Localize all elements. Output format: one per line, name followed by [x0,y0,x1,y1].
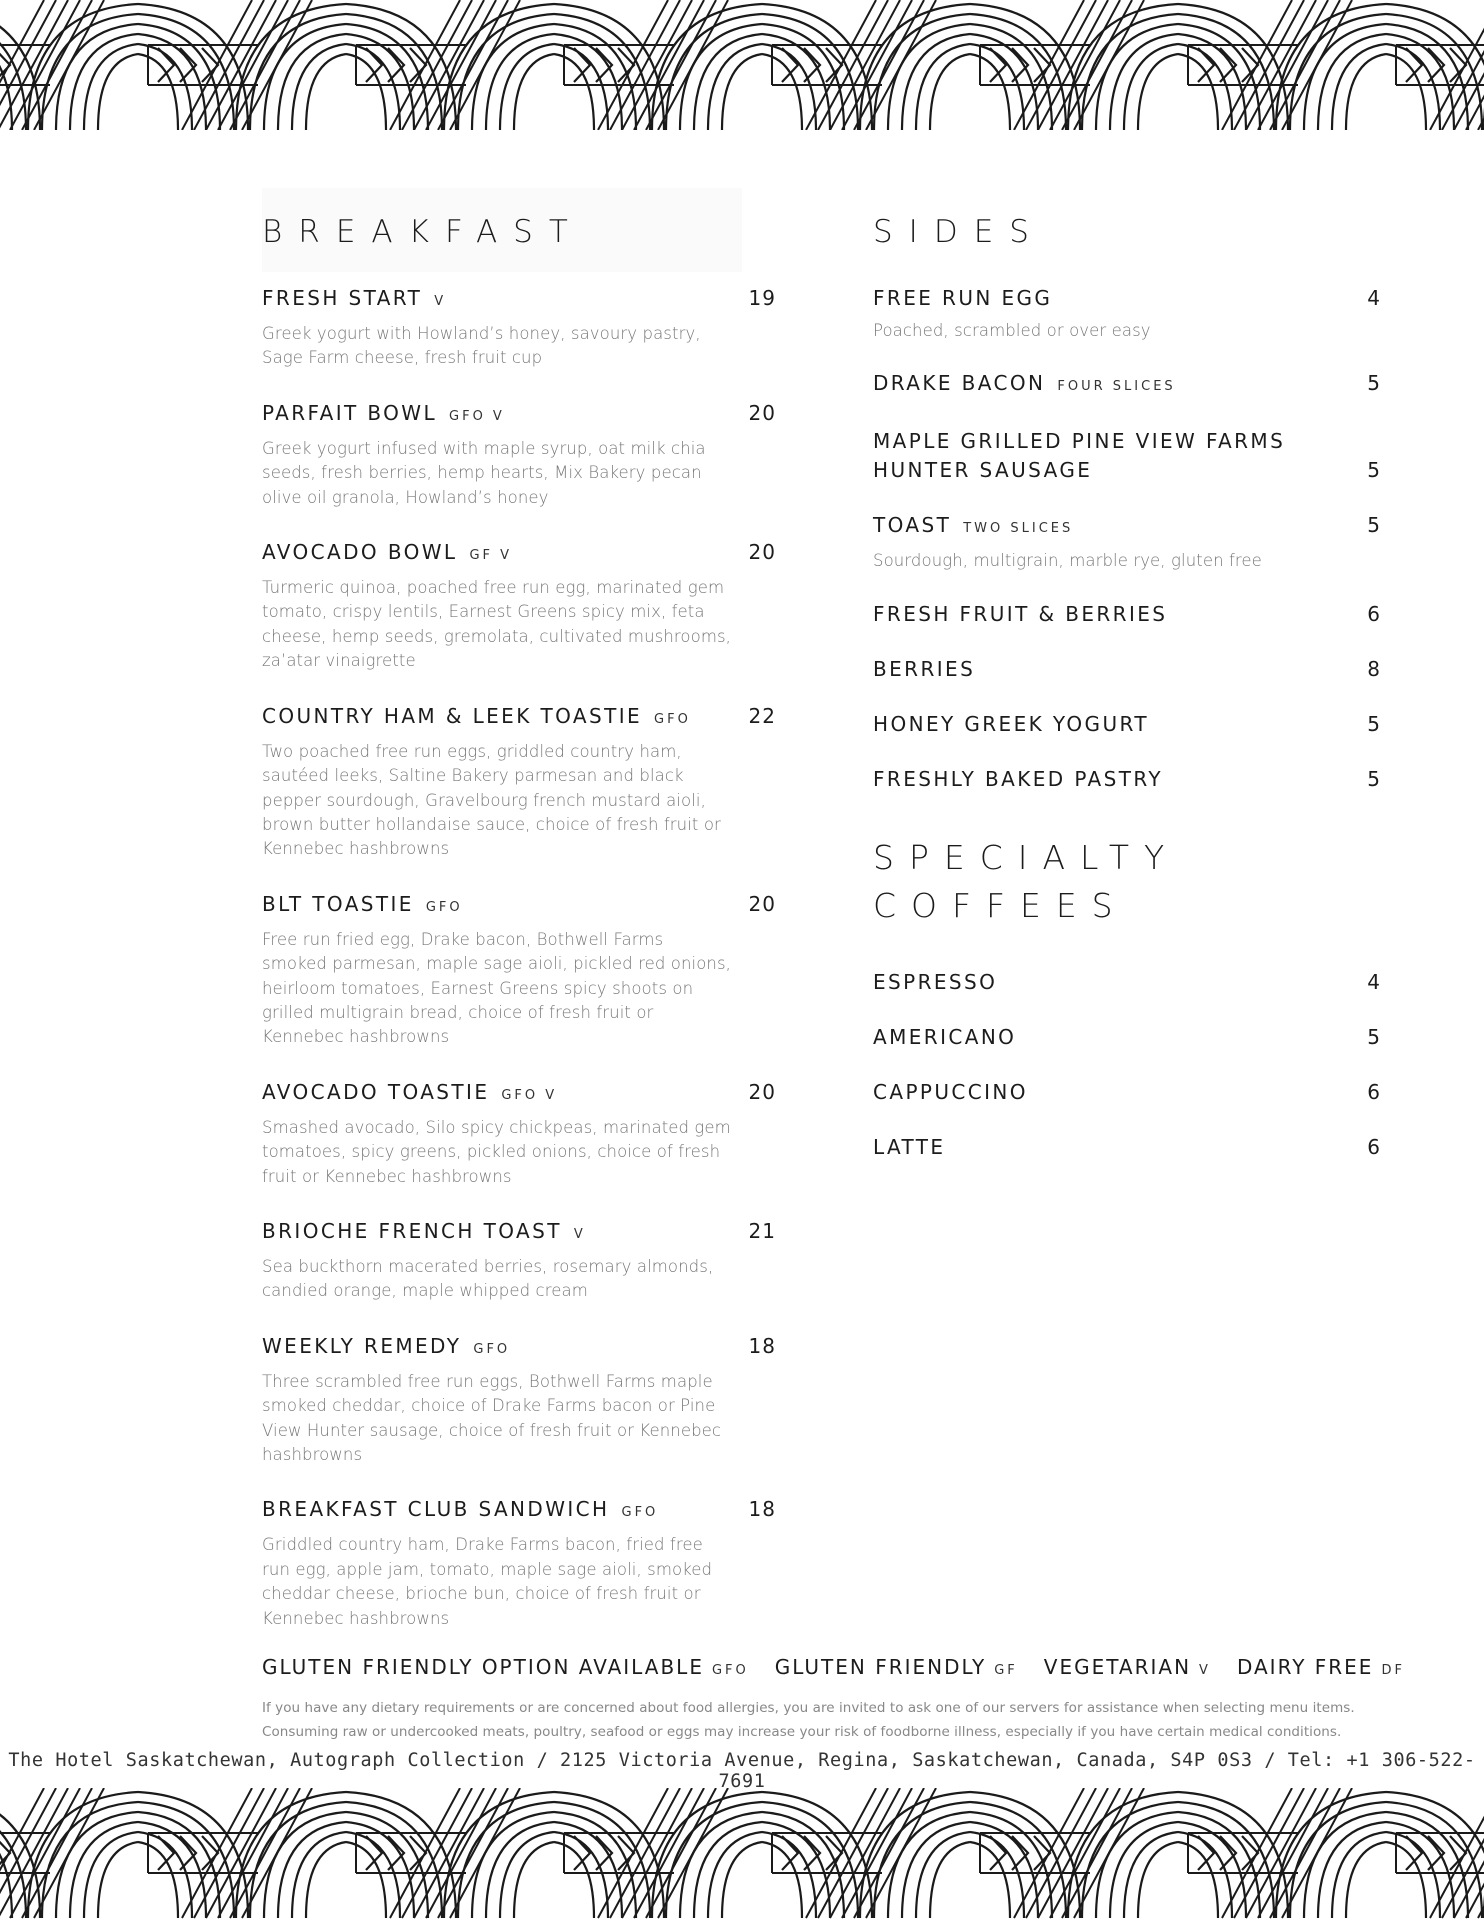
breakfast-item-name [262,1332,510,1364]
breakfast-item-header [262,1217,776,1249]
breakfast-item [262,1495,780,1631]
sides-item-header [873,511,1381,543]
sides-item-title: FREE RUN EGG [873,286,1053,311]
breakfast-item [262,1217,780,1304]
sides-item-title: FRESHLY BAKED PASTRY [873,766,1163,791]
breakfast-item-header [262,702,776,734]
legend-label: DAIRY FREE [1236,1655,1374,1679]
breakfast-item-tag: V [573,1226,586,1242]
allergy-notice-line2: Consuming raw or undercooked meats, poultry, seafood or eggs may increase your risk of foodborne illness, especially if you have certain medical conditions. [262,1724,1342,1740]
legend-entry [1044,1655,1211,1679]
sides-item-title: BERRIES [873,656,976,681]
sides-item-price: 5 [1367,766,1381,791]
sides-item-name [873,284,1052,313]
breakfast-item-price: 20 [748,540,776,565]
breakfast-item-header [262,890,776,922]
sides-item-header [873,369,1381,401]
coffees-item [873,1078,1383,1107]
sides-item-price: 5 [1367,513,1381,538]
breakfast-item-description: Smashed avocado, Silo spicy chickpeas, marinated gem tomatoes, spicy greens, pickled onions, choice of fresh fruit or Kennebec hashbrowns [262,1117,731,1186]
coffees-item-name [873,968,997,997]
coffees-item-price: 5 [1367,1024,1381,1049]
sides-item-tag: FOUR SLICES [1057,379,1176,395]
breakfast-item-title: WEEKLY REMEDY [262,1333,462,1358]
breakfast-item-title: BLT TOASTIE [262,891,414,916]
breakfast-item-price: 18 [748,1497,776,1522]
coffees-item-title: LATTE [873,1134,946,1159]
breakfast-item-tag: GFO V [501,1087,558,1103]
sides-item-price: 5 [1367,711,1381,736]
sides-item-name [873,511,1073,543]
deco-pattern [0,0,1484,130]
coffees-item-title: ESPRESSO [873,969,998,994]
sides-item-price: 5 [1367,371,1381,396]
breakfast-item [262,890,780,1050]
sides-item-price: 8 [1367,656,1381,681]
sides-item-header [873,600,1381,629]
breakfast-item-tag: GFO V [449,408,505,424]
sides-item-header [873,427,1381,485]
sides-item-price: 4 [1367,286,1381,311]
coffees-heading-line2: COFFEES [873,885,1128,925]
coffees-item-name [873,1133,945,1162]
sides-item-name [873,369,1176,401]
hotel-address: The Hotel Saskatchewan, Autograph Collection / 2125 Victoria Avenue, Regina, Saskatchewan, Canada, S4P 0S3 / Tel: +1 306-522-7691 [8,1750,1476,1792]
dietary-legend [262,1655,1405,1679]
sides-item-title: MAPLE GRILLED PINE VIEW FARMS HUNTER SAUSAGE [873,429,1286,483]
coffees-item-title: CAPPUCCINO [873,1079,1028,1104]
coffees-item [873,1133,1383,1162]
sides-item-title: FRESH FRUIT & BERRIES [873,601,1168,626]
breakfast-item-description: Greek yogurt with Howland’s honey, savoury pastry, Sage Farm cheese, fresh fruit cup [262,324,701,368]
breakfast-item-tag: GFO [621,1505,659,1521]
breakfast-item-header [262,399,776,431]
sides-item-description: Poached, scrambled or over easy [873,321,1151,341]
breakfast-item [262,399,780,510]
coffees-item [873,1023,1383,1052]
breakfast-heading: BREAKFAST [262,188,742,272]
breakfast-item-description: Sea buckthorn macerated berries, rosemary almonds, candied orange, maple whipped cream [262,1256,714,1301]
breakfast-item-name [262,284,446,316]
sides-item-header [873,284,1381,313]
sides-item-title: TOAST [873,513,952,538]
deco-pattern [0,1788,1484,1918]
breakfast-item-header [262,1078,776,1110]
legend-label: VEGETARIAN [1043,1655,1192,1679]
art-deco-border-bottom [0,1788,1484,1918]
breakfast-item [262,1332,780,1468]
breakfast-item-header [262,284,776,316]
sides-item [873,655,1383,684]
sides-item [873,765,1383,794]
breakfast-list [262,284,782,1631]
breakfast-column [262,190,782,1659]
breakfast-item-name [262,538,512,570]
legend-entry [1237,1655,1405,1679]
breakfast-item-name [262,1495,658,1527]
allergy-notice-line1: If you have any dietary requirements or are concerned about food allergies, you are invited to ask one of our servers for assistance when selecting menu items. [262,1700,1355,1716]
coffees-item-header [873,1078,1381,1107]
sides-item-header [873,710,1381,739]
sides-item-price: 6 [1367,601,1381,626]
allergy-notice [262,1696,1397,1744]
breakfast-item [262,284,780,371]
breakfast-item-tag: V [434,294,447,310]
sides-item [873,427,1383,485]
sides-item [873,710,1383,739]
coffees-item-price: 4 [1367,969,1381,994]
breakfast-item-title: BRIOCHE FRENCH TOAST [262,1218,562,1243]
sides-item [873,600,1383,629]
breakfast-item-title: COUNTRY HAM & LEEK TOASTIE [262,703,643,728]
sides-item [873,284,1383,343]
coffees-item-name [873,1078,1028,1107]
breakfast-item-description: Greek yogurt infused with maple syrup, oat milk chia seeds, fresh berries, hemp hearts, Mix Bakery pecan olive oil granola, Howland’s honey [262,438,706,507]
legend-code: DF [1381,1663,1405,1678]
legend-entry [775,1655,1018,1679]
breakfast-item-description: Griddled country ham, Drake Farms bacon, fried free run egg, apple jam, tomato, maple sage aioli, smoked cheddar cheese, brioche bun, choice of fresh fruit or Kennebec hashbrowns [262,1535,713,1628]
breakfast-item-description: Two poached free run eggs, griddled country ham, sautéed leeks, Saltine Bakery parmesan and black pepper sourdough, Gravelbourg french mustard aioli, brown butter hollandaise sauce, choice of fresh fruit or Kennebec hashbrowns [262,741,721,859]
sides-item-price: 5 [1367,458,1381,483]
sides-list [873,284,1383,794]
breakfast-item-tag: GFO [473,1341,511,1357]
sides-item-name [873,710,1149,739]
breakfast-item-name [262,890,463,922]
breakfast-item [262,702,780,862]
breakfast-item [262,538,780,674]
breakfast-item-description: Free run fried egg, Drake bacon, Bothwell Farms smoked parmesan, maple sage aioli, pickled red onions, heirloom tomatoes, Earnest Greens spicy shoots on grilled multigrain bread, choice of fresh fruit or Kennebec hashbrowns [262,929,732,1047]
coffees-item-header [873,1023,1381,1052]
legend-code: GF [994,1663,1018,1678]
sides-item-name [873,765,1163,794]
sides-item-header [873,765,1381,794]
breakfast-item-price: 18 [748,1333,776,1358]
breakfast-item-tag: GF V [469,548,513,564]
sides-item-header [873,655,1381,684]
breakfast-item-name [262,399,505,431]
breakfast-item-price: 22 [748,703,776,728]
breakfast-item-price: 20 [748,891,776,916]
coffees-list [873,968,1383,1162]
breakfast-item-price: 19 [748,286,776,311]
breakfast-item-header [262,1332,776,1364]
coffees-item-price: 6 [1367,1134,1381,1159]
breakfast-item-price: 20 [748,400,776,425]
coffees-item-title: AMERICANO [873,1024,1017,1049]
breakfast-item [262,1078,780,1189]
sides-item-title: DRAKE BACON [873,371,1046,396]
sides-column [873,190,1383,1188]
legend-label: GLUTEN FRIENDLY [774,1655,987,1679]
breakfast-item-header [262,1495,776,1527]
legend-code: V [1199,1663,1211,1678]
breakfast-item-title: AVOCADO BOWL [262,540,458,565]
coffees-item [873,968,1383,997]
coffees-item-price: 6 [1367,1079,1381,1104]
sides-item-name [873,600,1167,629]
coffees-item-name [873,1023,1016,1052]
breakfast-item-price: 20 [748,1079,776,1104]
breakfast-item-title: BREAKFAST CLUB SANDWICH [262,1497,610,1522]
sides-item-title: HONEY GREEK YOGURT [873,711,1149,736]
breakfast-item-title: PARFAIT BOWL [262,400,438,425]
breakfast-item-tag: GFO [654,711,691,727]
breakfast-item-title: FRESH START [262,286,423,311]
breakfast-item-name [262,1078,557,1110]
sides-item [873,369,1383,401]
sides-item-name [873,655,975,684]
breakfast-item-name [262,702,691,734]
coffees-item-header [873,968,1381,997]
breakfast-item-description: Three scrambled free run eggs, Bothwell Farms maple smoked cheddar, choice of Drake Farms bacon or Pine View Hunter sausage, choice of fresh fruit or Kennebec hashbrowns [262,1371,722,1465]
sides-item-description: Sourdough, multigrain, marble rye, gluten free [873,551,1262,571]
legend-label: GLUTEN FRIENDLY OPTION AVAILABLE [262,1655,704,1679]
sides-item-name [873,427,1293,485]
breakfast-item-header [262,538,776,570]
legend-entry [262,1655,749,1679]
specialty-coffees-heading [873,834,1383,930]
sides-item [873,511,1383,573]
breakfast-item-tag: GFO [425,899,463,915]
legend-code: GFO [711,1663,749,1678]
sides-item-tag: TWO SLICES [963,521,1074,537]
coffees-item-header [873,1133,1381,1162]
breakfast-item-title: AVOCADO TOASTIE [262,1079,490,1104]
breakfast-item-description: Turmeric quinoa, poached free run egg, marinated gem tomato, crispy lentils, Earnest Greens spicy mix, feta cheese, hemp seeds, gremolata, cultivated mushrooms, za’atar vinaigrette [262,578,732,671]
breakfast-item-name [262,1217,586,1249]
art-deco-border-top [0,0,1484,130]
breakfast-item-price: 21 [748,1218,776,1243]
sides-heading: SIDES [873,214,1045,250]
coffees-heading-line1: SPECIALTY [873,837,1180,877]
